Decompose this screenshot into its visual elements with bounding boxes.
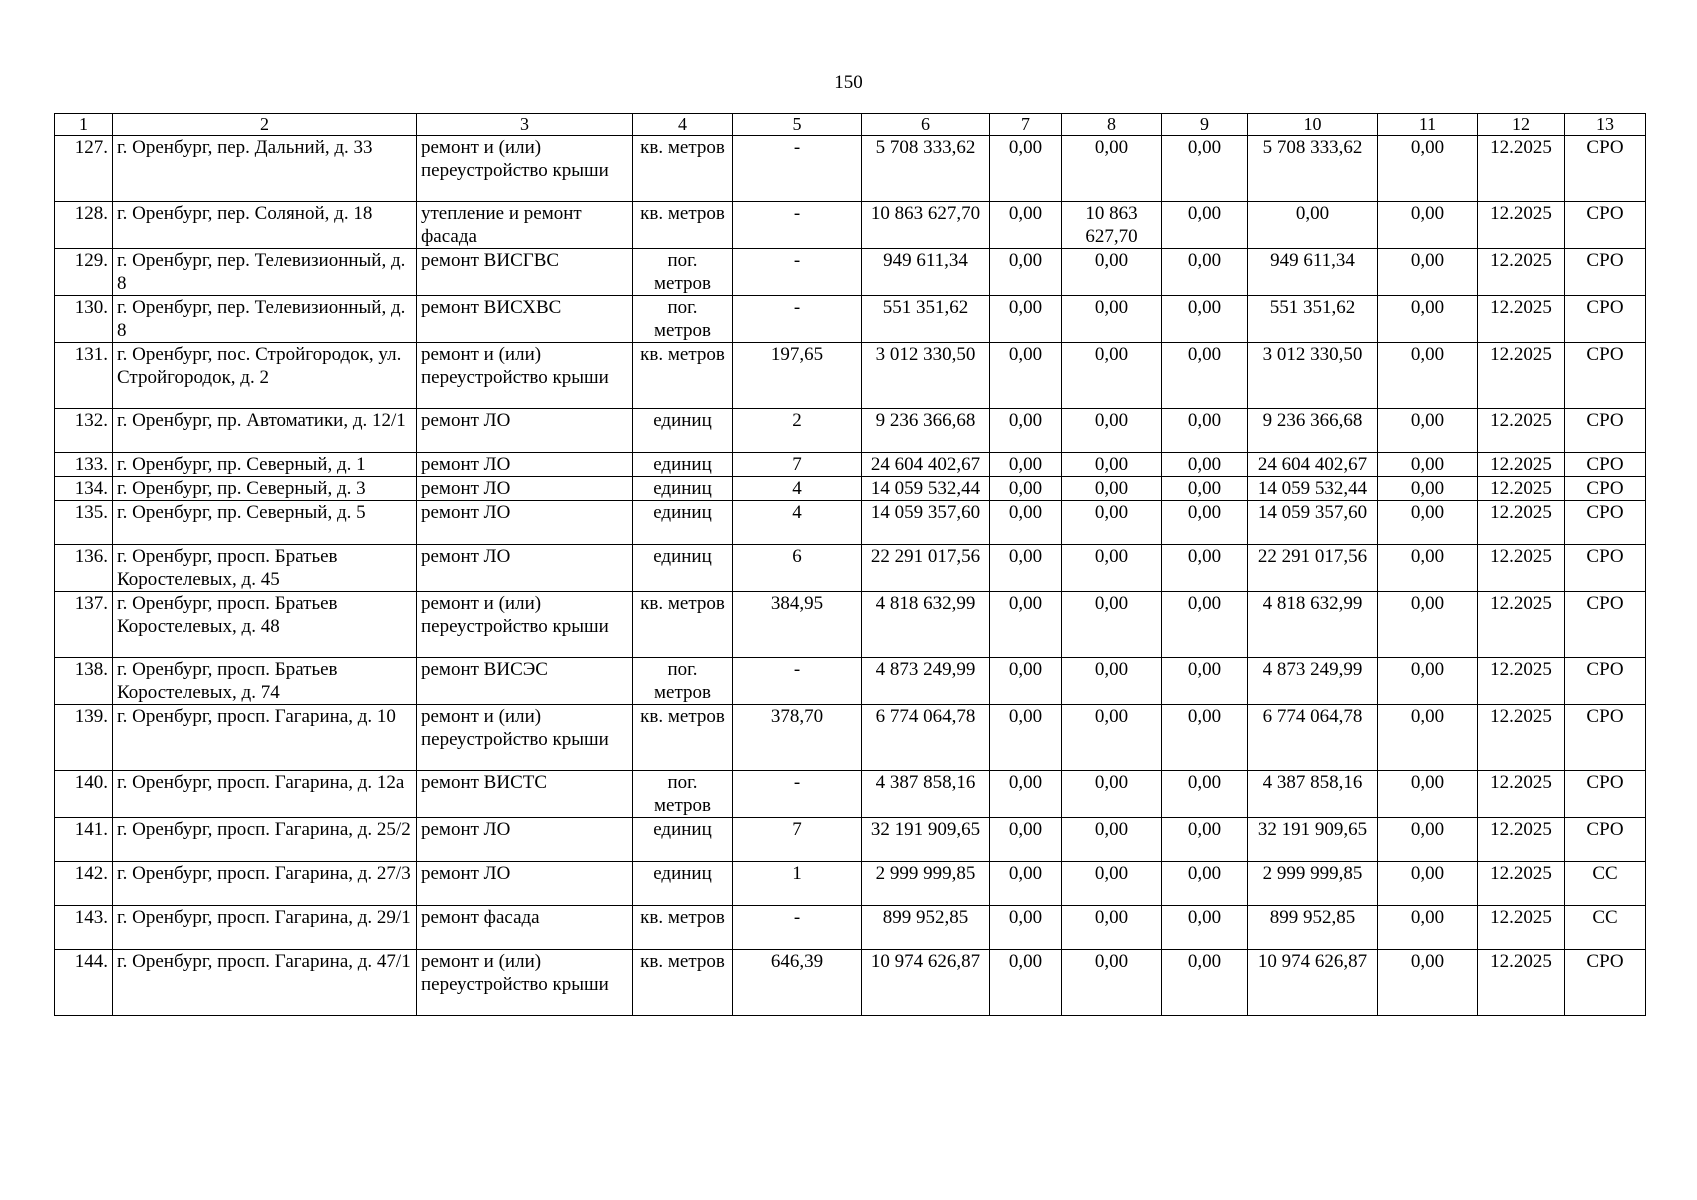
total-cost-cell: 32 191 909,65 [862,818,990,862]
address-cell: г. Оренбург, просп. Гагарина, д. 10 [113,705,417,771]
column-header: 10 [1248,114,1378,136]
total-cost-cell: 4 818 632,99 [862,592,990,658]
cost-cell-10: 14 059 357,60 [1248,501,1378,545]
table-row [55,771,1646,818]
total-cost-cell: 2 999 999,85 [862,862,990,906]
cost-cell-9: 0,00 [1162,906,1248,950]
row-number: 128. [55,202,113,249]
row-number: 132. [55,409,113,453]
organization-cell: СС [1565,862,1646,906]
cost-cell-10: 4 873 249,99 [1248,658,1378,705]
work-type-cell: ремонт ЛО [417,477,633,501]
row-number: 137. [55,592,113,658]
quantity-cell: 7 [733,818,862,862]
deadline-cell: 12.2025 [1478,906,1565,950]
table-row [55,409,1646,453]
work-type-cell: ремонт ЛО [417,501,633,545]
table-row [55,705,1646,771]
cost-cell-11: 0,00 [1378,202,1478,249]
cost-cell-10: 2 999 999,85 [1248,862,1378,906]
total-cost-cell: 24 604 402,67 [862,453,990,477]
cost-cell-7: 0,00 [990,705,1062,771]
total-cost-cell: 5 708 333,62 [862,136,990,202]
row-number: 144. [55,950,113,1016]
cost-cell-7: 0,00 [990,249,1062,296]
quantity-cell: 7 [733,453,862,477]
cost-cell-10: 4 387 858,16 [1248,771,1378,818]
total-cost-cell: 22 291 017,56 [862,545,990,592]
cost-cell-8: 0,00 [1062,136,1162,202]
row-number: 141. [55,818,113,862]
deadline-cell: 12.2025 [1478,477,1565,501]
cost-cell-9: 0,00 [1162,501,1248,545]
cost-cell-8: 0,00 [1062,950,1162,1016]
cost-cell-7: 0,00 [990,818,1062,862]
cost-cell-7: 0,00 [990,906,1062,950]
cost-cell-11: 0,00 [1378,501,1478,545]
total-cost-cell: 551 351,62 [862,296,990,343]
unit-cell: кв. метров [633,950,733,1016]
column-header: 6 [862,114,990,136]
address-cell: г. Оренбург, пер. Телевизионный, д. 8 [113,249,417,296]
table-row [55,818,1646,862]
organization-cell: СРО [1565,592,1646,658]
cost-cell-9: 0,00 [1162,453,1248,477]
work-type-cell: ремонт и (или) переустройство крыши [417,705,633,771]
cost-cell-8: 0,00 [1062,771,1162,818]
table-row [55,950,1646,1016]
table-row [55,906,1646,950]
cost-cell-11: 0,00 [1378,343,1478,409]
address-cell: г. Оренбург, пр. Северный, д. 1 [113,453,417,477]
table-row [55,249,1646,296]
table-row [55,658,1646,705]
cost-cell-11: 0,00 [1378,862,1478,906]
row-number: 140. [55,771,113,818]
deadline-cell: 12.2025 [1478,545,1565,592]
cost-cell-11: 0,00 [1378,771,1478,818]
work-type-cell: ремонт и (или) переустройство крыши [417,950,633,1016]
cost-cell-10: 6 774 064,78 [1248,705,1378,771]
cost-cell-10: 10 974 626,87 [1248,950,1378,1016]
deadline-cell: 12.2025 [1478,658,1565,705]
table-row [55,477,1646,501]
cost-cell-8: 0,00 [1062,477,1162,501]
quantity-cell: 384,95 [733,592,862,658]
cost-cell-11: 0,00 [1378,592,1478,658]
cost-cell-10: 551 351,62 [1248,296,1378,343]
cost-cell-9: 0,00 [1162,296,1248,343]
unit-cell: пог. метров [633,658,733,705]
cost-cell-9: 0,00 [1162,818,1248,862]
cost-cell-7: 0,00 [990,592,1062,658]
table-row [55,343,1646,409]
cost-cell-7: 0,00 [990,658,1062,705]
unit-cell: единиц [633,818,733,862]
cost-cell-7: 0,00 [990,136,1062,202]
work-type-cell: утепление и ремонт фасада [417,202,633,249]
cost-cell-11: 0,00 [1378,453,1478,477]
work-type-cell: ремонт ЛО [417,545,633,592]
address-cell: г. Оренбург, просп. Гагарина, д. 27/3 [113,862,417,906]
total-cost-cell: 10 974 626,87 [862,950,990,1016]
table-row [55,501,1646,545]
cost-cell-11: 0,00 [1378,818,1478,862]
row-number: 135. [55,501,113,545]
address-cell: г. Оренбург, просп. Братьев Коростелевых, д. 45 [113,545,417,592]
address-cell: г. Оренбург, просп. Гагарина, д. 47/1 [113,950,417,1016]
work-type-cell: ремонт и (или) переустройство крыши [417,136,633,202]
cost-cell-8: 0,00 [1062,705,1162,771]
work-type-cell: ремонт ВИСХВС [417,296,633,343]
quantity-cell: 1 [733,862,862,906]
row-number: 142. [55,862,113,906]
cost-cell-10: 0,00 [1248,202,1378,249]
unit-cell: кв. метров [633,136,733,202]
cost-cell-11: 0,00 [1378,296,1478,343]
total-cost-cell: 10 863 627,70 [862,202,990,249]
organization-cell: СРО [1565,296,1646,343]
cost-cell-11: 0,00 [1378,906,1478,950]
row-number: 138. [55,658,113,705]
cost-cell-7: 0,00 [990,296,1062,343]
column-header: 5 [733,114,862,136]
unit-cell: кв. метров [633,705,733,771]
quantity-cell: - [733,771,862,818]
cost-cell-8: 0,00 [1062,453,1162,477]
cost-cell-9: 0,00 [1162,950,1248,1016]
row-number: 133. [55,453,113,477]
cost-cell-10: 32 191 909,65 [1248,818,1378,862]
unit-cell: кв. метров [633,906,733,950]
total-cost-cell: 4 873 249,99 [862,658,990,705]
row-number: 136. [55,545,113,592]
cost-cell-11: 0,00 [1378,705,1478,771]
cost-cell-8: 0,00 [1062,409,1162,453]
cost-cell-7: 0,00 [990,771,1062,818]
address-cell: г. Оренбург, пр. Автоматики, д. 12/1 [113,409,417,453]
unit-cell: пог. метров [633,771,733,818]
address-cell: г. Оренбург, просп. Гагарина, д. 25/2 [113,818,417,862]
cost-cell-8: 0,00 [1062,501,1162,545]
organization-cell: СРО [1565,501,1646,545]
cost-cell-7: 0,00 [990,202,1062,249]
cost-cell-8: 0,00 [1062,249,1162,296]
cost-cell-11: 0,00 [1378,950,1478,1016]
address-cell: г. Оренбург, просп. Гагарина, д. 12а [113,771,417,818]
work-type-cell: ремонт ЛО [417,862,633,906]
row-number: 130. [55,296,113,343]
cost-cell-7: 0,00 [990,343,1062,409]
quantity-cell: 2 [733,409,862,453]
table-row [55,592,1646,658]
quantity-cell: 4 [733,477,862,501]
cost-cell-9: 0,00 [1162,249,1248,296]
organization-cell: СС [1565,906,1646,950]
work-type-cell: ремонт и (или) переустройство крыши [417,343,633,409]
cost-cell-8: 0,00 [1062,658,1162,705]
quantity-cell: 646,39 [733,950,862,1016]
cost-cell-10: 5 708 333,62 [1248,136,1378,202]
repair-program-table [54,113,1646,1016]
cost-cell-10: 9 236 366,68 [1248,409,1378,453]
cost-cell-9: 0,00 [1162,477,1248,501]
total-cost-cell: 6 774 064,78 [862,705,990,771]
cost-cell-9: 0,00 [1162,592,1248,658]
cost-cell-11: 0,00 [1378,136,1478,202]
cost-cell-9: 0,00 [1162,202,1248,249]
unit-cell: кв. метров [633,343,733,409]
address-cell: г. Оренбург, просп. Братьев Коростелевых, д. 48 [113,592,417,658]
cost-cell-9: 0,00 [1162,545,1248,592]
work-type-cell: ремонт ВИСТС [417,771,633,818]
table-row [55,545,1646,592]
table-row [55,136,1646,202]
table-row [55,862,1646,906]
address-cell: г. Оренбург, пр. Северный, д. 5 [113,501,417,545]
cost-cell-11: 0,00 [1378,477,1478,501]
total-cost-cell: 3 012 330,50 [862,343,990,409]
deadline-cell: 12.2025 [1478,343,1565,409]
total-cost-cell: 14 059 532,44 [862,477,990,501]
cost-cell-9: 0,00 [1162,705,1248,771]
total-cost-cell: 4 387 858,16 [862,771,990,818]
address-cell: г. Оренбург, пер. Соляной, д. 18 [113,202,417,249]
cost-cell-10: 899 952,85 [1248,906,1378,950]
cost-cell-9: 0,00 [1162,658,1248,705]
cost-cell-7: 0,00 [990,477,1062,501]
row-number: 127. [55,136,113,202]
cost-cell-11: 0,00 [1378,249,1478,296]
address-cell: г. Оренбург, просп. Гагарина, д. 29/1 [113,906,417,950]
cost-cell-9: 0,00 [1162,343,1248,409]
deadline-cell: 12.2025 [1478,136,1565,202]
cost-cell-7: 0,00 [990,453,1062,477]
cost-cell-7: 0,00 [990,545,1062,592]
cost-cell-9: 0,00 [1162,409,1248,453]
unit-cell: единиц [633,501,733,545]
organization-cell: СРО [1565,343,1646,409]
organization-cell: СРО [1565,202,1646,249]
deadline-cell: 12.2025 [1478,771,1565,818]
cost-cell-9: 0,00 [1162,136,1248,202]
organization-cell: СРО [1565,658,1646,705]
deadline-cell: 12.2025 [1478,818,1565,862]
organization-cell: СРО [1565,705,1646,771]
unit-cell: единиц [633,409,733,453]
cost-cell-10: 4 818 632,99 [1248,592,1378,658]
organization-cell: СРО [1565,950,1646,1016]
cost-cell-7: 0,00 [990,409,1062,453]
column-header: 12 [1478,114,1565,136]
row-number: 131. [55,343,113,409]
unit-cell: кв. метров [633,202,733,249]
cost-cell-7: 0,00 [990,862,1062,906]
cost-cell-10: 24 604 402,67 [1248,453,1378,477]
cost-cell-10: 949 611,34 [1248,249,1378,296]
organization-cell: СРО [1565,818,1646,862]
cost-cell-10: 22 291 017,56 [1248,545,1378,592]
cost-cell-7: 0,00 [990,501,1062,545]
total-cost-cell: 899 952,85 [862,906,990,950]
total-cost-cell: 949 611,34 [862,249,990,296]
address-cell: г. Оренбург, пер. Дальний, д. 33 [113,136,417,202]
deadline-cell: 12.2025 [1478,592,1565,658]
row-number: 129. [55,249,113,296]
address-cell: г. Оренбург, пос. Стройгородок, ул. Стройгородок, д. 2 [113,343,417,409]
row-number: 134. [55,477,113,501]
column-header: 2 [113,114,417,136]
unit-cell: пог. метров [633,249,733,296]
organization-cell: СРО [1565,409,1646,453]
work-type-cell: ремонт ЛО [417,453,633,477]
organization-cell: СРО [1565,249,1646,296]
address-cell: г. Оренбург, просп. Братьев Коростелевых, д. 74 [113,658,417,705]
cost-cell-9: 0,00 [1162,771,1248,818]
quantity-cell: - [733,296,862,343]
quantity-cell: - [733,249,862,296]
column-header: 8 [1062,114,1162,136]
cost-cell-9: 0,00 [1162,862,1248,906]
organization-cell: СРО [1565,545,1646,592]
address-cell: г. Оренбург, пер. Телевизионный, д. 8 [113,296,417,343]
organization-cell: СРО [1565,477,1646,501]
unit-cell: единиц [633,862,733,906]
table-row [55,202,1646,249]
cost-cell-8: 10 863 627,70 [1062,202,1162,249]
quantity-cell: - [733,658,862,705]
table-row [55,453,1646,477]
organization-cell: СРО [1565,136,1646,202]
work-type-cell: ремонт ЛО [417,818,633,862]
quantity-cell: 197,65 [733,343,862,409]
cost-cell-8: 0,00 [1062,818,1162,862]
row-number: 139. [55,705,113,771]
unit-cell: единиц [633,545,733,592]
cost-cell-10: 14 059 532,44 [1248,477,1378,501]
column-number-row [55,114,1646,136]
cost-cell-8: 0,00 [1062,906,1162,950]
unit-cell: единиц [633,477,733,501]
cost-cell-8: 0,00 [1062,592,1162,658]
total-cost-cell: 14 059 357,60 [862,501,990,545]
deadline-cell: 12.2025 [1478,202,1565,249]
deadline-cell: 12.2025 [1478,501,1565,545]
organization-cell: СРО [1565,771,1646,818]
column-header: 11 [1378,114,1478,136]
table-row [55,296,1646,343]
quantity-cell: - [733,202,862,249]
column-header: 9 [1162,114,1248,136]
unit-cell: единиц [633,453,733,477]
deadline-cell: 12.2025 [1478,705,1565,771]
work-type-cell: ремонт ВИСЭС [417,658,633,705]
cost-cell-8: 0,00 [1062,343,1162,409]
row-number: 143. [55,906,113,950]
address-cell: г. Оренбург, пр. Северный, д. 3 [113,477,417,501]
cost-cell-8: 0,00 [1062,862,1162,906]
deadline-cell: 12.2025 [1478,862,1565,906]
work-type-cell: ремонт фасада [417,906,633,950]
deadline-cell: 12.2025 [1478,950,1565,1016]
quantity-cell: - [733,136,862,202]
work-type-cell: ремонт ЛО [417,409,633,453]
quantity-cell: 378,70 [733,705,862,771]
column-header: 3 [417,114,633,136]
deadline-cell: 12.2025 [1478,409,1565,453]
column-header: 7 [990,114,1062,136]
work-type-cell: ремонт и (или) переустройство крыши [417,592,633,658]
cost-cell-7: 0,00 [990,950,1062,1016]
deadline-cell: 12.2025 [1478,296,1565,343]
quantity-cell: 6 [733,545,862,592]
unit-cell: кв. метров [633,592,733,658]
cost-cell-11: 0,00 [1378,545,1478,592]
column-header: 4 [633,114,733,136]
deadline-cell: 12.2025 [1478,249,1565,296]
total-cost-cell: 9 236 366,68 [862,409,990,453]
column-header: 13 [1565,114,1646,136]
cost-cell-8: 0,00 [1062,545,1162,592]
cost-cell-11: 0,00 [1378,658,1478,705]
table-body [55,136,1646,1016]
unit-cell: пог. метров [633,296,733,343]
page-number: 150 [834,72,863,93]
cost-cell-8: 0,00 [1062,296,1162,343]
quantity-cell: - [733,906,862,950]
cost-cell-10: 3 012 330,50 [1248,343,1378,409]
organization-cell: СРО [1565,453,1646,477]
work-type-cell: ремонт ВИСГВС [417,249,633,296]
cost-cell-11: 0,00 [1378,409,1478,453]
quantity-cell: 4 [733,501,862,545]
deadline-cell: 12.2025 [1478,453,1565,477]
column-header: 1 [55,114,113,136]
